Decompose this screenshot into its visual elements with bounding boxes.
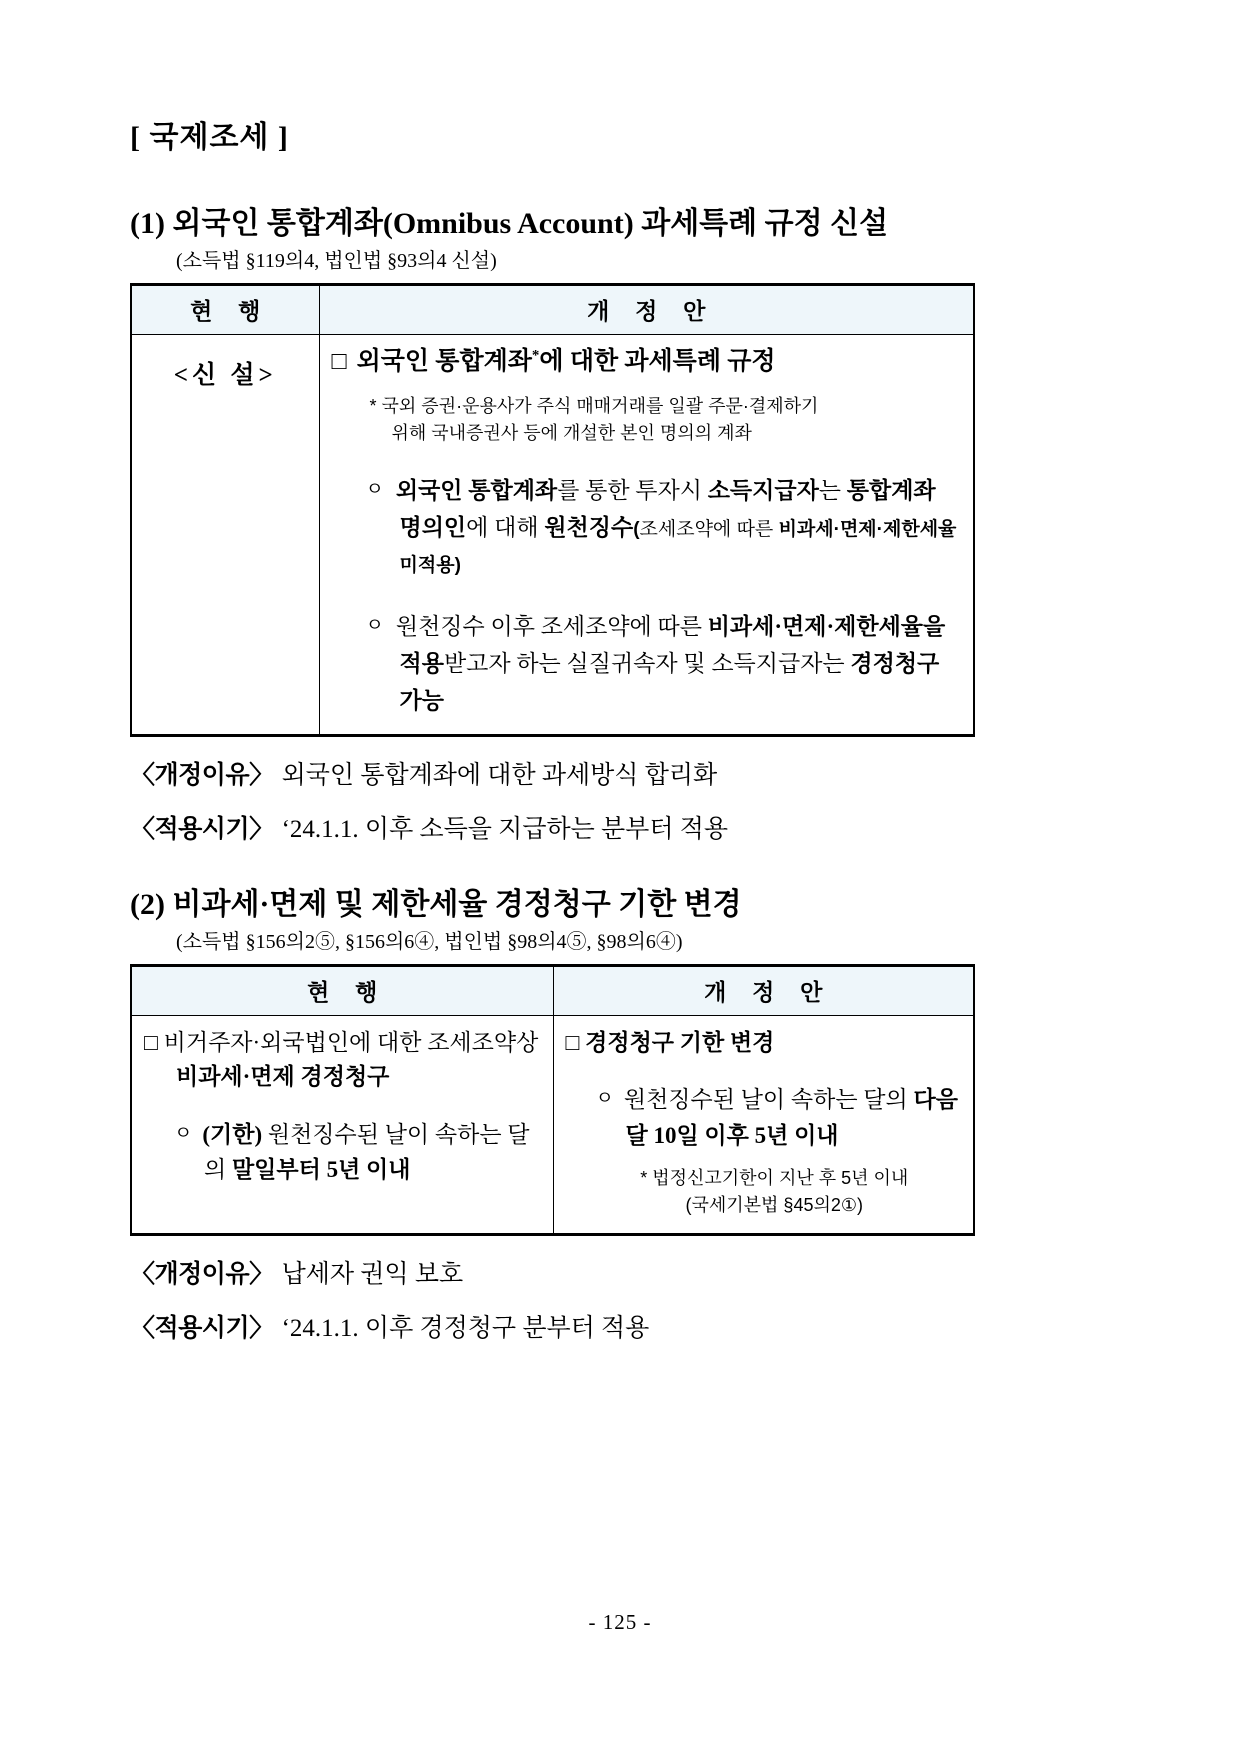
circle-bullet-icon: ㅇ: [365, 615, 384, 637]
timing-tag: 〈적용시기〉: [130, 814, 274, 843]
table-1-header-amendment: 개 정 안: [319, 285, 974, 335]
circle-bullet-icon: ㅇ: [365, 478, 384, 500]
item-1-timing-line: [130, 809, 980, 845]
item-1-heading: [130, 198, 980, 242]
timing-tag: 〈적용시기〉: [130, 1314, 274, 1343]
amendment-square-bullet-line: [566, 1026, 962, 1061]
bullet-1-paren-open: (: [633, 518, 640, 540]
bullet-2-plain-1: 원천징수 이후 조세조약에 따른: [395, 614, 708, 640]
footnote-2-line-2: (국세기본법 §45의2①): [685, 1195, 863, 1216]
table-2-current-cell: [131, 1015, 553, 1235]
footnote-line-1: 국외 증권·운용사가 주식 매매거래를 일괄 주문·결제하기: [381, 395, 819, 416]
table-2-header-amendment: 개 정 안: [553, 965, 974, 1015]
bullet-2-bold-2: 경정청구 가능: [399, 650, 940, 713]
footnote-asterisk-icon: *: [640, 1168, 648, 1189]
item-2-heading: [130, 879, 980, 923]
current-square-plain: 비거주자·외국법인에 대한 조세조약상: [163, 1029, 539, 1055]
amendment-bullet-bold-1: 다음 달 10일 이후 5년 이내: [625, 1087, 958, 1148]
table-2-header-current: 현 행: [131, 965, 553, 1015]
timing-text: ‘24.1.1. 이후 소득을 지급하는 분부터 적용: [281, 815, 729, 843]
bullet-2-plain-2: 받고자 하는 실질귀속자 및 소득지급자는: [443, 650, 851, 676]
item-2-title: 비과세·면제 및 제한세율 경정청구 기한 변경: [172, 887, 742, 921]
table-1-header-row: [131, 285, 974, 335]
current-newly-added-label: <신 설>: [173, 362, 277, 389]
item-2-number: (2): [130, 887, 165, 921]
amendment-footnote-2: [588, 1165, 962, 1219]
amendment-bullet-2: [332, 609, 962, 719]
table-1-body-row: [131, 335, 974, 736]
amendment-bullet-plain-1: 원천징수된 날이 속하는 달의: [623, 1087, 914, 1113]
footnote-2-line-1: 법정신고기한이 지난 후 5년 이내: [652, 1168, 909, 1189]
item-1-reason-line: [130, 755, 980, 791]
amendment-footnote: [370, 393, 962, 447]
square-bullet-icon: □: [144, 1029, 158, 1055]
reason-tag: 〈개정이유〉: [130, 760, 274, 789]
current-bullet-plain-1: 원천징수된 날이 속하는 달의: [204, 1121, 530, 1183]
table-2-header-row: [131, 965, 974, 1015]
square-text-a: 외국인 통합계좌: [356, 348, 532, 375]
page-content: [130, 112, 980, 1344]
amendment-bullet: [566, 1082, 962, 1153]
comparison-table-1: [130, 283, 975, 737]
square-bullet-icon: □: [565, 1029, 580, 1055]
item-1-number: (1): [130, 207, 165, 240]
current-bullet-bold-2: 말일부터 5년 이내: [231, 1157, 411, 1183]
item-2-subtitle: (소득법 §156의2⑤, §156의6④, 법인법 §98의4⑤, §98의6④): [176, 930, 683, 953]
current-square-bold: 비과세·면제 경정청구: [176, 1064, 390, 1090]
square-bullet-icon: □: [331, 348, 347, 375]
current-bullet: [144, 1117, 541, 1188]
square-text-b: 에 대한 과세특례 규정: [539, 348, 776, 375]
footnote-asterisk-icon: *: [369, 395, 377, 416]
bullet-1-bold-2: 소득지급자: [707, 477, 819, 503]
bullet-1-paren-bold: 비과세·면제·제한세율 미적용: [399, 518, 957, 577]
page-number: - 125 -: [588, 1610, 652, 1634]
bullet-2-bold-1: 비과세·면제·제한세율을 적용: [399, 614, 946, 676]
table-1-amendment-cell: [319, 335, 974, 736]
bullet-1-bold-1: 외국인 통합계좌: [395, 477, 558, 503]
footnote-line-2: 위해 국내증권사 등에 개설한 본인 명의의 계좌: [391, 422, 752, 443]
table-2-body-row: [131, 1015, 974, 1235]
bullet-1-plain-3: 에 대해: [466, 514, 545, 540]
page-title: [ 국제조세 ]: [130, 121, 289, 154]
current-square-bullet-line: [144, 1026, 541, 1095]
table-2-amendment-cell: [553, 1015, 974, 1235]
table-1-header-current: 현 행: [131, 285, 319, 335]
item-2-timing-line: [130, 1308, 980, 1344]
amendment-bullet-1: [332, 473, 962, 583]
amendment-square-bullet-line: [332, 345, 962, 379]
amendment-square-text: 경정청구 기한 변경: [585, 1029, 775, 1055]
bullet-1-paren-close: ): [454, 555, 461, 577]
reason-text: 납세자 권익 보호: [281, 1261, 464, 1289]
reason-text: 외국인 통합계좌에 대한 과세방식 합리화: [281, 761, 718, 789]
bullet-1-plain-1: 를 통한 투자시: [557, 477, 708, 503]
item-2-reason-line: [130, 1254, 980, 1290]
section-spacer: [130, 845, 980, 879]
bullet-1-bold-4: 원천징수: [544, 514, 634, 540]
item-1-subtitle: (소득법 §119의4, 법인법 §93의4 신설): [176, 250, 497, 272]
bullet-1-bold-3: 통합계좌 명의인: [399, 477, 936, 540]
bullet-1-paren-plain: 조세조약에 따른: [639, 518, 779, 540]
bullet-1-plain-2: 는: [818, 477, 847, 503]
circle-bullet-icon: ㅇ: [595, 1088, 614, 1110]
table-1-current-cell: [131, 335, 319, 736]
circle-bullet-icon: ㅇ: [174, 1122, 193, 1144]
asterisk-superscript-icon: *: [531, 347, 540, 364]
current-bullet-bold-1: (기한): [202, 1121, 263, 1147]
reason-tag: 〈개정이유〉: [130, 1260, 274, 1289]
comparison-table-2: [130, 964, 975, 1237]
item-1-title: 외국인 통합계좌(Omnibus Account) 과세특례 규정 신설: [172, 207, 889, 240]
timing-text: ‘24.1.1. 이후 경정청구 분부터 적용: [281, 1315, 650, 1343]
